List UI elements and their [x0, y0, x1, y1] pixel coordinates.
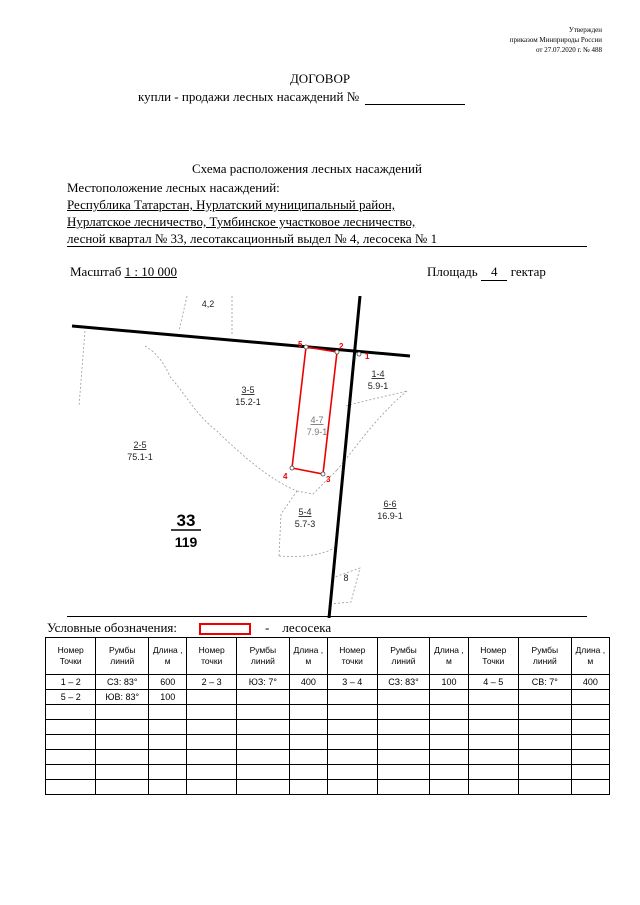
table-cell	[187, 705, 237, 720]
table-cell	[289, 765, 327, 780]
table-cell	[46, 765, 96, 780]
table-header: Номер Точки	[46, 638, 96, 675]
table-cell	[377, 750, 430, 765]
parcel-label: 4,2	[201, 299, 215, 309]
table-cell	[519, 765, 572, 780]
table-cell: 4 – 5	[468, 675, 518, 690]
table-cell	[571, 735, 609, 750]
table-cell	[468, 705, 518, 720]
table-cell: 5 – 2	[46, 690, 96, 705]
location-line: лесной квартал № 33, лесотаксационный выдел № 4, лесосека № 1	[67, 231, 438, 246]
table-cell	[187, 735, 237, 750]
table-cell	[187, 780, 237, 795]
table-cell	[149, 720, 187, 735]
table-cell	[377, 720, 430, 735]
table-row	[46, 690, 610, 705]
table-cell	[327, 780, 377, 795]
point-label: 2	[339, 342, 344, 351]
table-cell: ЮЗ: 7°	[237, 675, 290, 690]
parcel-label: 2-5	[133, 440, 147, 450]
table-cell	[430, 720, 468, 735]
table-header: Номер Точки	[468, 638, 518, 675]
table-cell	[96, 735, 149, 750]
scale-value: 1 : 10 000	[124, 264, 177, 279]
table-row	[46, 675, 610, 690]
parcel-sub: 7.9-1	[306, 427, 328, 437]
approval-line: Утвержден	[568, 26, 602, 34]
table-cell: 600	[149, 675, 187, 690]
quarter-area: 119	[174, 534, 198, 550]
table-cell	[187, 765, 237, 780]
table-cell	[327, 705, 377, 720]
parcel-label: 5-4	[298, 507, 312, 517]
table-cell	[519, 720, 572, 735]
table-header: Длина , м	[289, 638, 327, 675]
table-cell	[377, 690, 430, 705]
table-cell	[46, 735, 96, 750]
table-cell	[96, 780, 149, 795]
legend	[47, 620, 331, 636]
scale-label: Масштаб	[70, 264, 122, 279]
table-cell	[430, 750, 468, 765]
table-cell	[571, 690, 609, 705]
point-label: 3	[326, 475, 331, 484]
table-cell	[377, 765, 430, 780]
table-cell	[430, 765, 468, 780]
table-cell	[96, 705, 149, 720]
table-cell	[327, 750, 377, 765]
table-cell	[430, 780, 468, 795]
table-cell	[468, 780, 518, 795]
table-header: Румбы линий	[377, 638, 430, 675]
location-line: Республика Татарстан, Нурлатский муниципальный район,	[67, 197, 395, 212]
table-cell	[149, 780, 187, 795]
point-label: 1	[365, 352, 370, 361]
table-cell	[289, 720, 327, 735]
table-cell	[149, 750, 187, 765]
table-cell	[187, 720, 237, 735]
table-cell	[430, 705, 468, 720]
table-cell	[187, 750, 237, 765]
table-cell	[519, 690, 572, 705]
table-cell	[237, 720, 290, 735]
table-cell	[46, 780, 96, 795]
table-cell: ЮВ: 83°	[96, 690, 149, 705]
table-cell	[237, 750, 290, 765]
table-header: Длина , м	[149, 638, 187, 675]
vertex	[290, 466, 294, 470]
area-label: Площадь	[427, 264, 478, 279]
table-row	[46, 750, 610, 765]
legend-label: Условные обозначения:	[47, 620, 178, 635]
table-cell	[468, 735, 518, 750]
area	[427, 264, 546, 281]
table-cell	[468, 690, 518, 705]
table-header: Номер точки	[187, 638, 237, 675]
table-cell	[46, 705, 96, 720]
table-cell: 100	[430, 675, 468, 690]
table-cell	[237, 690, 290, 705]
location-line: Нурлатское лесничество, Тумбинское участковое лесничество,	[67, 214, 416, 229]
parcel-label: 8	[343, 573, 349, 583]
document-title: ДОГОВОР	[289, 71, 351, 86]
quarter-label	[171, 511, 201, 550]
point-label: 5	[298, 340, 303, 349]
approval-note	[510, 25, 602, 55]
approval-line: приказом Минприроды России	[509, 36, 602, 44]
table-cell	[519, 735, 572, 750]
scale	[70, 264, 177, 280]
parcel-label: 1-4	[371, 369, 385, 379]
location-underline	[67, 246, 587, 247]
table-cell	[468, 765, 518, 780]
table-row	[46, 735, 610, 750]
table-cell	[571, 780, 609, 795]
legend-dash: -	[265, 620, 270, 635]
table-cell	[46, 720, 96, 735]
table-cell	[289, 750, 327, 765]
area-value: 4	[481, 264, 508, 281]
table-cell	[327, 690, 377, 705]
table-row	[46, 720, 610, 735]
subtitle-text: купли - продажи лесных насаждений №	[138, 89, 360, 104]
table-header: Румбы линий	[519, 638, 572, 675]
table-cell	[327, 720, 377, 735]
table-cell: 400	[571, 675, 609, 690]
table-cell: 3 – 4	[327, 675, 377, 690]
vertex	[304, 345, 308, 349]
table-cell	[149, 705, 187, 720]
table-cell	[289, 735, 327, 750]
table-cell	[149, 765, 187, 780]
table-cell	[571, 765, 609, 780]
table-cell	[237, 765, 290, 780]
table-cell: 2 – 3	[187, 675, 237, 690]
area-unit: гектар	[510, 264, 546, 279]
table-cell	[468, 720, 518, 735]
document-subtitle	[138, 89, 465, 105]
parcel-sub: 5.9-1	[367, 381, 389, 391]
felling-plot	[292, 347, 337, 474]
table-cell	[377, 780, 430, 795]
table-cell	[327, 735, 377, 750]
table-cell	[430, 735, 468, 750]
table-cell: СЗ: 83°	[377, 675, 430, 690]
table-row	[46, 705, 610, 720]
table-header: Румбы линий	[96, 638, 149, 675]
table-cell	[149, 735, 187, 750]
table-cell	[237, 705, 290, 720]
table-cell: СВ: 7°	[519, 675, 572, 690]
legend-plot-symbol	[199, 623, 251, 635]
table-header: Длина , м	[430, 638, 468, 675]
table-cell: 100	[149, 690, 187, 705]
road-line	[72, 326, 410, 356]
parcel-label: 6-6	[383, 499, 397, 509]
table-cell	[519, 780, 572, 795]
table-cell	[571, 750, 609, 765]
point-labels	[283, 340, 370, 484]
table-row	[46, 780, 610, 795]
approval-line: от 27.07.2020 г. № 488	[536, 46, 602, 54]
parcel-sub: 15.2-1	[235, 397, 261, 407]
table-cell	[571, 705, 609, 720]
table-cell: 400	[289, 675, 327, 690]
table-cell	[289, 780, 327, 795]
parcel-sub: 5.7-3	[294, 519, 316, 529]
table-cell	[571, 720, 609, 735]
vertex	[357, 352, 361, 356]
table-cell	[96, 750, 149, 765]
legend-meaning: лесосека	[282, 620, 332, 635]
table-cell	[468, 750, 518, 765]
table-header: Длина , м	[571, 638, 609, 675]
table-row	[46, 765, 610, 780]
table-cell	[377, 705, 430, 720]
table-cell	[237, 735, 290, 750]
table-cell	[187, 690, 237, 705]
parcel-labels	[127, 299, 403, 583]
table-cell	[237, 780, 290, 795]
parcel-sub: 75.1-1	[127, 452, 153, 462]
table-cell	[430, 690, 468, 705]
table-cell	[327, 765, 377, 780]
table-cell	[377, 735, 430, 750]
point-label: 4	[283, 472, 288, 481]
vertex	[321, 472, 325, 476]
table-cell: СЗ: 83°	[96, 675, 149, 690]
contract-number-blank	[365, 92, 465, 105]
map-bottom-rule	[67, 616, 587, 617]
forest-map	[67, 296, 587, 618]
parcel-label: 4-7	[310, 415, 324, 425]
table-header-row	[46, 638, 610, 675]
parcel-label: 3-5	[241, 385, 255, 395]
table-cell	[46, 750, 96, 765]
parcel-sub: 16.9-1	[377, 511, 403, 521]
table-cell	[289, 690, 327, 705]
quarter-number: 33	[176, 511, 196, 530]
location-label: Местоположение лесных насаждений:	[67, 180, 280, 195]
table-cell	[289, 705, 327, 720]
bearings-table	[45, 637, 610, 795]
table-cell	[519, 750, 572, 765]
table-cell	[96, 720, 149, 735]
table-header: Номер точки	[327, 638, 377, 675]
scheme-title: Схема расположения лесных насаждений	[192, 161, 422, 176]
table-cell: 1 – 2	[46, 675, 96, 690]
table-body	[46, 675, 610, 795]
table-cell	[519, 705, 572, 720]
table-cell	[96, 765, 149, 780]
table-header: Румбы линий	[237, 638, 290, 675]
